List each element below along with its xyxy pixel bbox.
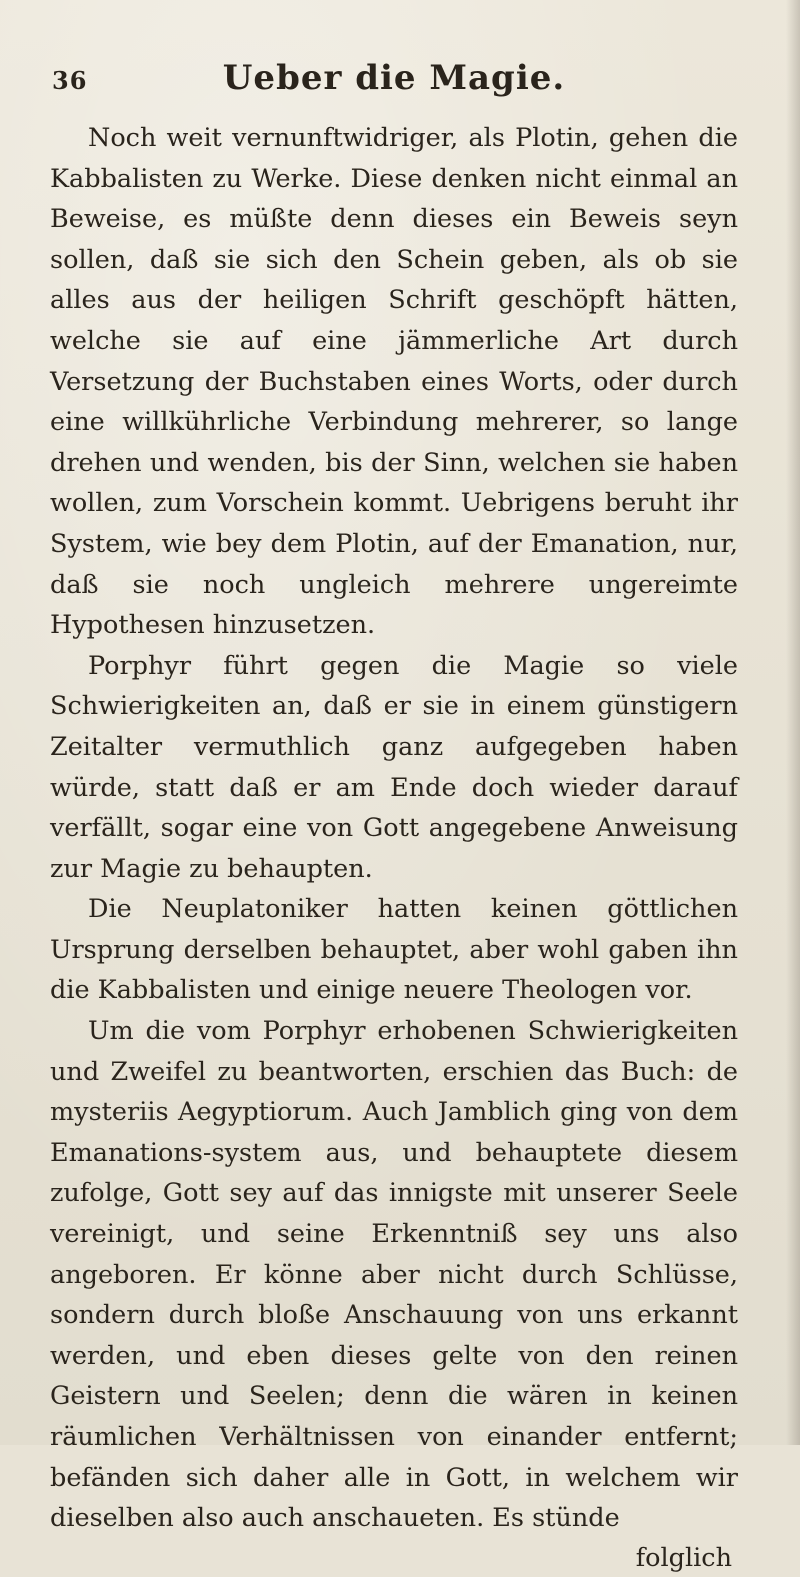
page-number: 36 bbox=[52, 66, 88, 95]
page-header bbox=[50, 58, 738, 104]
body-text bbox=[50, 118, 738, 1539]
paragraph-kabbalists: Noch weit vernunftwidriger, als Plotin, gehen die Kabbalisten zu Werke. Diese denken nicht einmal an Beweise, es müßte denn dieses ein Beweis seyn sollen, daß sie sich den Schein geben, als ob sie alles aus der heiligen Schrift geschöpft hätten, welche sie auf eine jämmerliche Art durch Versetzung der Buchstaben eines Worts, oder durch eine willkührliche Verbindung mehrerer, so lange drehen und wenden, bis der Sinn, welchen sie haben wollen, zum Vorschein kommt. Uebrigens beruht ihr System, wie bey dem Plotin, auf der Emanation, nur, daß sie noch ungleich mehrere ungereimte Hypothesen hinzusetzen. bbox=[50, 123, 738, 641]
paragraph-jamblich: Um die vom Porphyr erhobenen Schwierigkeiten und Zweifel zu beantworten, erschien das Buch: de mysteriis Aegyptiorum. Auch Jamblich ging von dem Emanations-system aus, und behauptete diesem zufolge, Gott sey auf das innigste mit unserer Seele vereinigt, und seine Erkenntniß sey uns also angeboren. Er könne aber nicht durch Schlüsse, sondern durch bloße Anschauung von uns erkannt werden, und eben dieses gelte von den reinen Geistern und Seelen; denn die wären in keinen räumlichen Verhältnissen von einander entfernt; befänden sich daher alle in Gott, in welchem wir dieselben also auch anschaueten. Es stünde bbox=[50, 1016, 738, 1534]
catchword: folglich bbox=[635, 1542, 732, 1573]
paragraph-porphyr: Porphyr führt gegen die Magie so viele Schwierigkeiten an, daß er sie in einem günstigern Zeitalter vermuthlich ganz aufgegeben haben würde, statt daß er am Ende doch wieder darauf verfällt, sogar eine von Gott angegebene Anweisung zur Magie zu behaupten. bbox=[50, 650, 738, 884]
paragraph-neuplatoniker: Die Neuplatoniker hatten keinen göttlichen Ursprung derselben behauptet, aber wohl gaben ihn die Kabbalisten und einige neuere Theologen vor. bbox=[50, 894, 738, 1006]
running-title: Ueber die Magie. bbox=[222, 58, 566, 98]
page-edge-shadow bbox=[786, 0, 800, 1445]
